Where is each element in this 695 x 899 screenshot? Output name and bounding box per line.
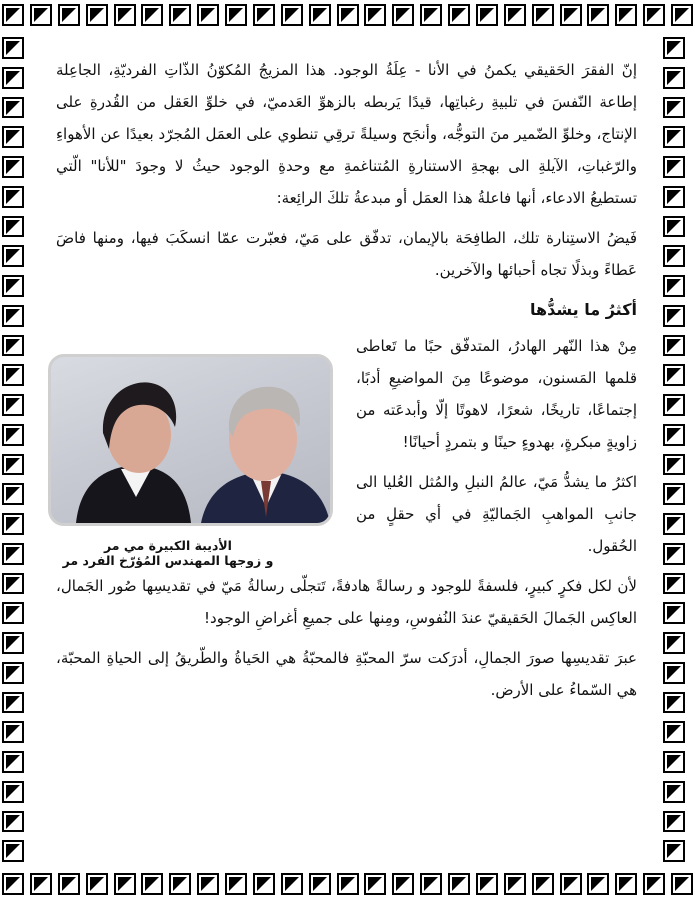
border-tile-icon xyxy=(560,873,582,895)
border-tile-icon xyxy=(671,873,693,895)
border-tile-icon xyxy=(587,4,609,26)
border-tile-icon xyxy=(663,483,685,505)
border-tile-icon xyxy=(560,4,582,26)
left-border xyxy=(2,33,32,866)
border-tile-icon xyxy=(197,4,219,26)
border-tile-icon xyxy=(2,37,24,59)
paragraph-1: إنّ الفقرَ الحَقيقي يكمنُ في الأنا - عِلَةُ الوجود. هذا المزيجُ المُكوّنُ الذّاتِ الفرديّةِ، الجاعِلة إطاعة النّفسَ في تلبيةِ رغباتِها، قيدًا يَربطه بالزهوِّ العَدميّ، في خلوِّ العَقل من القُدرةِ على الإنتاج، وخلوِّ الضّمير منَ التوجُّه، وأنجَح وسيلةً ترقِي تنطوي على العمَل المُجرّد بعيدًا عن الأهواءِ والرّغباتِ، الآيلةِ الى بهجةِ الاستنارةِ المُتناغمةِ مع وحدةِ الوجود حيثُ لا وجودَ "للأنا" الّتي تستطيعُ الادعاء، أنها فاعلةُ هذا العمَل أو مبدعةُ تلكَ الرائِعة: xyxy=(56,61,637,207)
border-tile-icon xyxy=(309,873,331,895)
article-body xyxy=(56,54,637,714)
border-tile-icon xyxy=(663,602,685,624)
border-tile-icon xyxy=(615,873,637,895)
border-tile-icon xyxy=(643,4,665,26)
border-tile-icon xyxy=(2,811,24,833)
border-tile-icon xyxy=(2,424,24,446)
caption-line-1: الأديبة الكبيرة مي مر xyxy=(104,538,232,553)
border-tile-icon xyxy=(476,873,498,895)
paragraph-4: اكثرُ ما يشدُّ مَيّ، عالمُ النبلِ والمُثل العُليا الى جانبِ المواهبِ الجَماليّةِ في أي حقلٍ من الحُقول. xyxy=(356,473,637,555)
border-tile-icon xyxy=(2,394,24,416)
border-tile-icon xyxy=(2,602,24,624)
border-tile-icon xyxy=(309,4,331,26)
border-tile-icon xyxy=(2,364,24,386)
border-tile-icon xyxy=(663,811,685,833)
border-tile-icon xyxy=(532,873,554,895)
border-tile-icon xyxy=(420,873,442,895)
border-tile-icon xyxy=(663,126,685,148)
border-tile-icon xyxy=(2,751,24,773)
paragraph-5: لأن لكل فكرٍ كبيرٍ، فلسفةً للوجود و رسالةً هادفةً، تَتجلّى رسالةُ مَيّ في تقديسِها صُور الجَمال، العاكِس الجَمالَ الحَقيقيّ عندَ النُفوسِ، ومِنها على جميعِ أغراضِ الوجود! xyxy=(56,577,637,627)
border-tile-icon xyxy=(2,156,24,178)
border-tile-icon xyxy=(663,156,685,178)
border-tile-icon xyxy=(2,454,24,476)
border-tile-icon xyxy=(392,873,414,895)
border-tile-icon xyxy=(2,873,24,895)
border-tile-icon xyxy=(420,4,442,26)
border-tile-icon xyxy=(663,454,685,476)
border-tile-icon xyxy=(58,4,80,26)
border-tile-icon xyxy=(2,4,24,26)
border-tile-icon xyxy=(169,4,191,26)
caption-line-2: و زوجها المهندس المُؤرّخ الفرد مر xyxy=(62,553,274,568)
border-tile-icon xyxy=(30,4,52,26)
border-tile-icon xyxy=(197,873,219,895)
right-border xyxy=(663,33,693,866)
border-tile-icon xyxy=(615,4,637,26)
border-tile-icon xyxy=(2,97,24,119)
border-tile-icon xyxy=(2,186,24,208)
border-tile-icon xyxy=(364,4,386,26)
border-tile-icon xyxy=(476,4,498,26)
border-tile-icon xyxy=(663,305,685,327)
border-tile-icon xyxy=(663,394,685,416)
border-tile-icon xyxy=(2,543,24,565)
border-tile-icon xyxy=(141,873,163,895)
border-tile-icon xyxy=(337,4,359,26)
border-tile-icon xyxy=(2,632,24,654)
border-tile-icon xyxy=(663,543,685,565)
border-tile-icon xyxy=(663,364,685,386)
border-tile-icon xyxy=(114,873,136,895)
border-tile-icon xyxy=(663,67,685,89)
border-tile-icon xyxy=(663,97,685,119)
border-tile-icon xyxy=(663,692,685,714)
border-tile-icon xyxy=(663,632,685,654)
border-tile-icon xyxy=(281,873,303,895)
border-tile-icon xyxy=(2,573,24,595)
border-tile-icon xyxy=(663,662,685,684)
border-tile-icon xyxy=(663,216,685,238)
border-tile-icon xyxy=(2,305,24,327)
border-tile-icon xyxy=(364,873,386,895)
top-border xyxy=(0,0,695,30)
border-tile-icon xyxy=(337,873,359,895)
border-tile-icon xyxy=(2,67,24,89)
border-tile-icon xyxy=(663,275,685,297)
border-tile-icon xyxy=(663,840,685,862)
section-heading: أكثرُ ما يشدُّها xyxy=(530,300,637,319)
border-tile-icon xyxy=(448,873,470,895)
border-tile-icon xyxy=(663,186,685,208)
border-tile-icon xyxy=(86,873,108,895)
paragraph-2: فَيضُ الاستِنارة تلك، الطافِحَة بالإيمان، تدفّق على مَيّ، فعبّرت عمّا انسكَبَ فيها، ومنها فاضَ عَطاءً وبذلًا تجاه أحبائها والآخرين. xyxy=(56,229,637,279)
border-tile-icon xyxy=(169,873,191,895)
border-tile-icon xyxy=(2,483,24,505)
border-tile-icon xyxy=(2,662,24,684)
border-tile-icon xyxy=(225,873,247,895)
border-tile-icon xyxy=(663,245,685,267)
border-tile-icon xyxy=(663,721,685,743)
border-tile-icon xyxy=(141,4,163,26)
border-tile-icon xyxy=(504,4,526,26)
border-tile-icon xyxy=(663,424,685,446)
border-tile-icon xyxy=(2,781,24,803)
border-tile-icon xyxy=(30,873,52,895)
border-tile-icon xyxy=(58,873,80,895)
border-tile-icon xyxy=(86,4,108,26)
border-tile-icon xyxy=(663,781,685,803)
border-tile-icon xyxy=(253,4,275,26)
border-tile-icon xyxy=(2,840,24,862)
border-tile-icon xyxy=(253,873,275,895)
border-tile-icon xyxy=(2,721,24,743)
border-tile-icon xyxy=(281,4,303,26)
border-tile-icon xyxy=(2,513,24,535)
border-tile-icon xyxy=(448,4,470,26)
border-tile-icon xyxy=(2,126,24,148)
border-tile-icon xyxy=(2,245,24,267)
border-tile-icon xyxy=(671,4,693,26)
border-tile-icon xyxy=(504,873,526,895)
bottom-border xyxy=(0,869,695,899)
border-tile-icon xyxy=(663,37,685,59)
border-tile-icon xyxy=(587,873,609,895)
border-tile-icon xyxy=(2,216,24,238)
border-tile-icon xyxy=(2,275,24,297)
border-tile-icon xyxy=(225,4,247,26)
border-tile-icon xyxy=(663,573,685,595)
border-tile-icon xyxy=(663,335,685,357)
border-tile-icon xyxy=(643,873,665,895)
border-tile-icon xyxy=(663,513,685,535)
paragraph-6: عبرَ تقديسِها صورَ الجمالِ، أدرَكت سرّ المحبّةِ فالمحبّةُ هي الحَياةُ والطّريقُ إلى الحياةِ المحبّة، هي السّماءُ على الأرض. xyxy=(56,649,637,699)
border-tile-icon xyxy=(663,751,685,773)
border-tile-icon xyxy=(392,4,414,26)
border-tile-icon xyxy=(2,692,24,714)
border-tile-icon xyxy=(114,4,136,26)
border-tile-icon xyxy=(2,335,24,357)
paragraph-3: مِنْ هذا النّهر الهادرُ، المتدفّق حبًا ما تَعاطى قلمها المَسنون، موضوعًا مِنَ المواضيعِ أدبًا، إجتماعًا، تاريخًا، شعرًا، لاهوتًا إلّا وأبدعَته من زاويةٍ مبكرةٍ، بهدوءٍ حينًا و بتمردٍ أحيانًا! xyxy=(356,337,637,451)
border-tile-icon xyxy=(532,4,554,26)
